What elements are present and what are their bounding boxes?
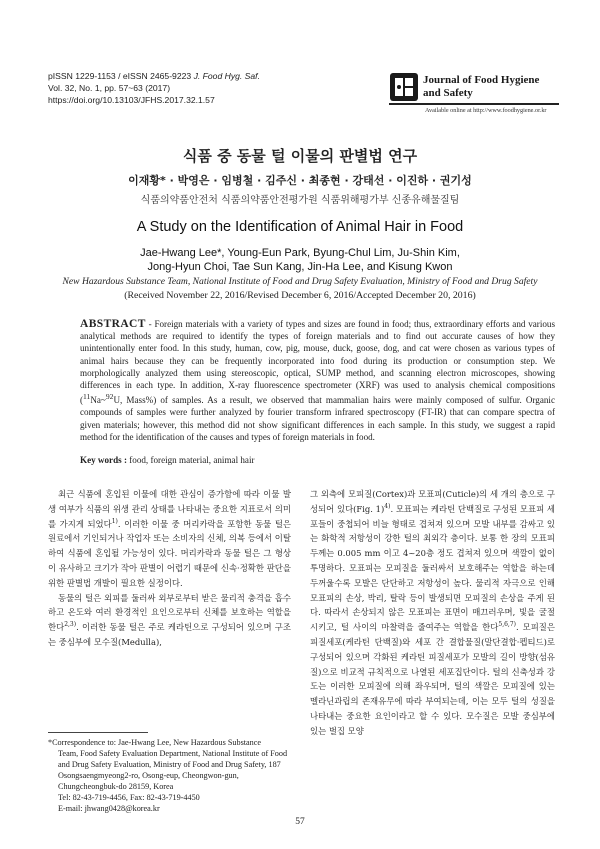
journal-metadata [48, 70, 260, 106]
correspondence-email[interactable]: E-mail: jhwang0428@korea.kr [58, 804, 160, 813]
issn-line: pISSN 1229-1153 / eISSN 2465-9223 J. Food Hyg. Saf. [48, 71, 260, 81]
keywords-label: Key words : [80, 455, 127, 465]
footnote-divider [48, 732, 148, 733]
page-number: 57 [295, 817, 305, 827]
journal-logo-icon [389, 72, 419, 102]
body-column-right [310, 487, 555, 739]
abstract: ABSTRACT - Foreign materials with a variety of types and sizes are found in food; thus, extraordinary efforts and various analytical methods are required to identify the types of foreign materials and to find out accurate causes of how they unintentionally enter food. In this study, human, cow, pig, mouse, duck, goose, dog, and cat were chosen as various types of animal hairs because they can be frequently incorporated into food during its production or consumption step. We morphologically analyzed them using stereoscopic, optical, SUMP method, and scanning electron microscopes, showing differences in each type. In addition, X-ray fluorescence spectrometer (XRF) was used to analysis chemical compositions ($^{11}$Na~$^{92}$U, Mass%) of samples. As a result, we observed that mammalian hairs were mainly composed of sulfur. Organic compounds of samples were further analyzed by fourier transform infrared spectroscopy (FT-IR) that can compare spectra of given materials; however, this method did not show significant differences in each sample. In this study, we suggest a rapid method for the identification of the causes and types of foreign materials in food. [80, 318, 555, 442]
masthead-divider [389, 103, 559, 105]
keywords: Key words : food, foreign material, animal hair [80, 455, 255, 465]
authors-korean: 이재황* · 박영은 · 임병철 · 김주신 · 최종현 · 강태선 · 이진하 · 권기성 [128, 174, 472, 187]
body-column-left [48, 487, 291, 650]
volume-line: Vol. 32, No. 1, pp. 57~63 (2017) [48, 83, 171, 93]
paper-title-korean: 식품 중 동물 털 이물의 판별법 연구 [182, 147, 418, 165]
received-dates: (Received November 22, 2016/Revised December 6, 2016/Accepted December 20, 2016) [124, 290, 476, 301]
doi-link[interactable]: https://doi.org/10.13103/JFHS.2017.32.1.57 [48, 95, 215, 105]
body-paragraph: 동물의 털은 외피를 둘러싸 외부로부터 받은 물리적 충격을 흡수하고 온도와 여러 환경적인 요인으로부터 신체를 보호하는 역할을 한다$^{2,3)}$. 이러한 동물 털은 주로 케라틴으로 구성되어 있으며 구조는 중심부에 모수질(Medulla), [48, 592, 291, 647]
journal-abbreviation: J. Food Hyg. Saf. [193, 71, 260, 81]
correspondence-footnote: *Correspondence to: Jae-Hwang Lee, New Hazardous Substance Team, Food Safety Evaluation Department, National Institute of Food and Drug Safety Evaluation, Ministry of Food and Drug Safety, 187 Osongsaengmyeong2-ro, Osong-eup, Cheongwon-gun, Chungcheongbuk-do 28159, Korea Tel: 82-43-719-4456, Fax: 82-43-719-4450 E-mail: jhwang0428@korea.kr [48, 737, 293, 814]
abstract-heading: ABSTRACT [80, 318, 146, 330]
body-paragraph: 그 외측에 모피질(Cortex)과 모표피(Cuticle)의 세 개의 층으로 구성되어 있다(Fig. 1)$^{4)}$. 모표피는 케라틴 단백질로 구성된 모표피 세포들이 중첩되어 비늘 형태로 겹쳐져 있으며 모발 내부를 감싸고 있는 화학적 저항성이 강한 털의 최외각 층이다. 보통 한 장의 모표피 두께는 0.005 mm 이고 4~20층 정도 겹쳐져 있으며 색깔이 없이 투명하다. 모표피는 모피질을 둘러싸서 보호해주는 역할을 하는데 두꺼울수록 모발은 단단하고 저항성이 높다. 물리적 자극으로 인해 모표피의 손상, 박리, 탈락 등이 발생되면 모피질의 손상을 주게 된다. 따라서 손상되지 않은 모표피는 표면이 매끄러우며, 빛을 굴절시키고, 털 사이의 마찰력을 줄여주는 역할을 한다$^{5,6,7)}$. 모피질은 피질세포(케라틴 단백질)와 세포 간 결합물질(말단결합·펩티드)로 구성되어 있으며 각화된 케라틴 피질세포가 모발의 길이 방향(섬유질)으로 비교적 규칙적으로 나열된 세포집단이다. 털의 신축성과 강도는 이러한 모피질에 의해 좌우되며, 털의 색깔은 모피질에 있는 멜라닌과립의 존재유무에 따라 부여되는데, 이는 모두 털의 성질을 나타내는 중요한 요인이라고 할 수 있다. 모수질은 모발 중심부에 있는 벌집 모양 [310, 489, 556, 736]
affiliation-korean: 식품의약품안전처 식품의약품안전평가원 식품위해평가부 신종유해물질팀 [140, 195, 460, 206]
paper-title-english: A Study on the Identification of Animal Hair in Food [136, 219, 464, 235]
affiliation-english: New Hazardous Substance Team, National Institute of Food and Drug Safety Evaluation, Ministry of Food and Drug Safety [62, 276, 538, 287]
journal-masthead [389, 70, 559, 116]
body-paragraph: 최근 식품에 혼입된 이물에 대한 관심이 증가함에 따라 이물 발생 여부가 식품의 위생 관리 상태를 나타내는 중요한 지표로서 의미를 가지게 되었다$^{1)}$. 이러한 이물 중 머리카락을 포함한 동물 털은 원료에서 기인되거나 작업자 또는 소비자의 신체, 의복 등에서 이탈하여 식품에 혼입될 가능성이 있다. 머리카락과 동물 털은 그 형상이 유사하고 크기가 작아 판별이 어렵기 때문에 신속·정확한 판단을 위한 판별법 개발이 필요한 실정이다. [48, 489, 292, 588]
journal-name: Journal of Food Hygiene and Safety [423, 74, 540, 99]
available-online-link[interactable]: Available online at http://www.foodhygiene.or.kr [425, 107, 547, 114]
authors-english: Jae-Hwang Lee*, Young-Eun Park, Byung-Chul Lim, Ju-Shin Kim, Jong-Hyun Choi, Tae Sun Kang, Jin-Ha Lee, and Kisung Kwon [140, 247, 460, 273]
